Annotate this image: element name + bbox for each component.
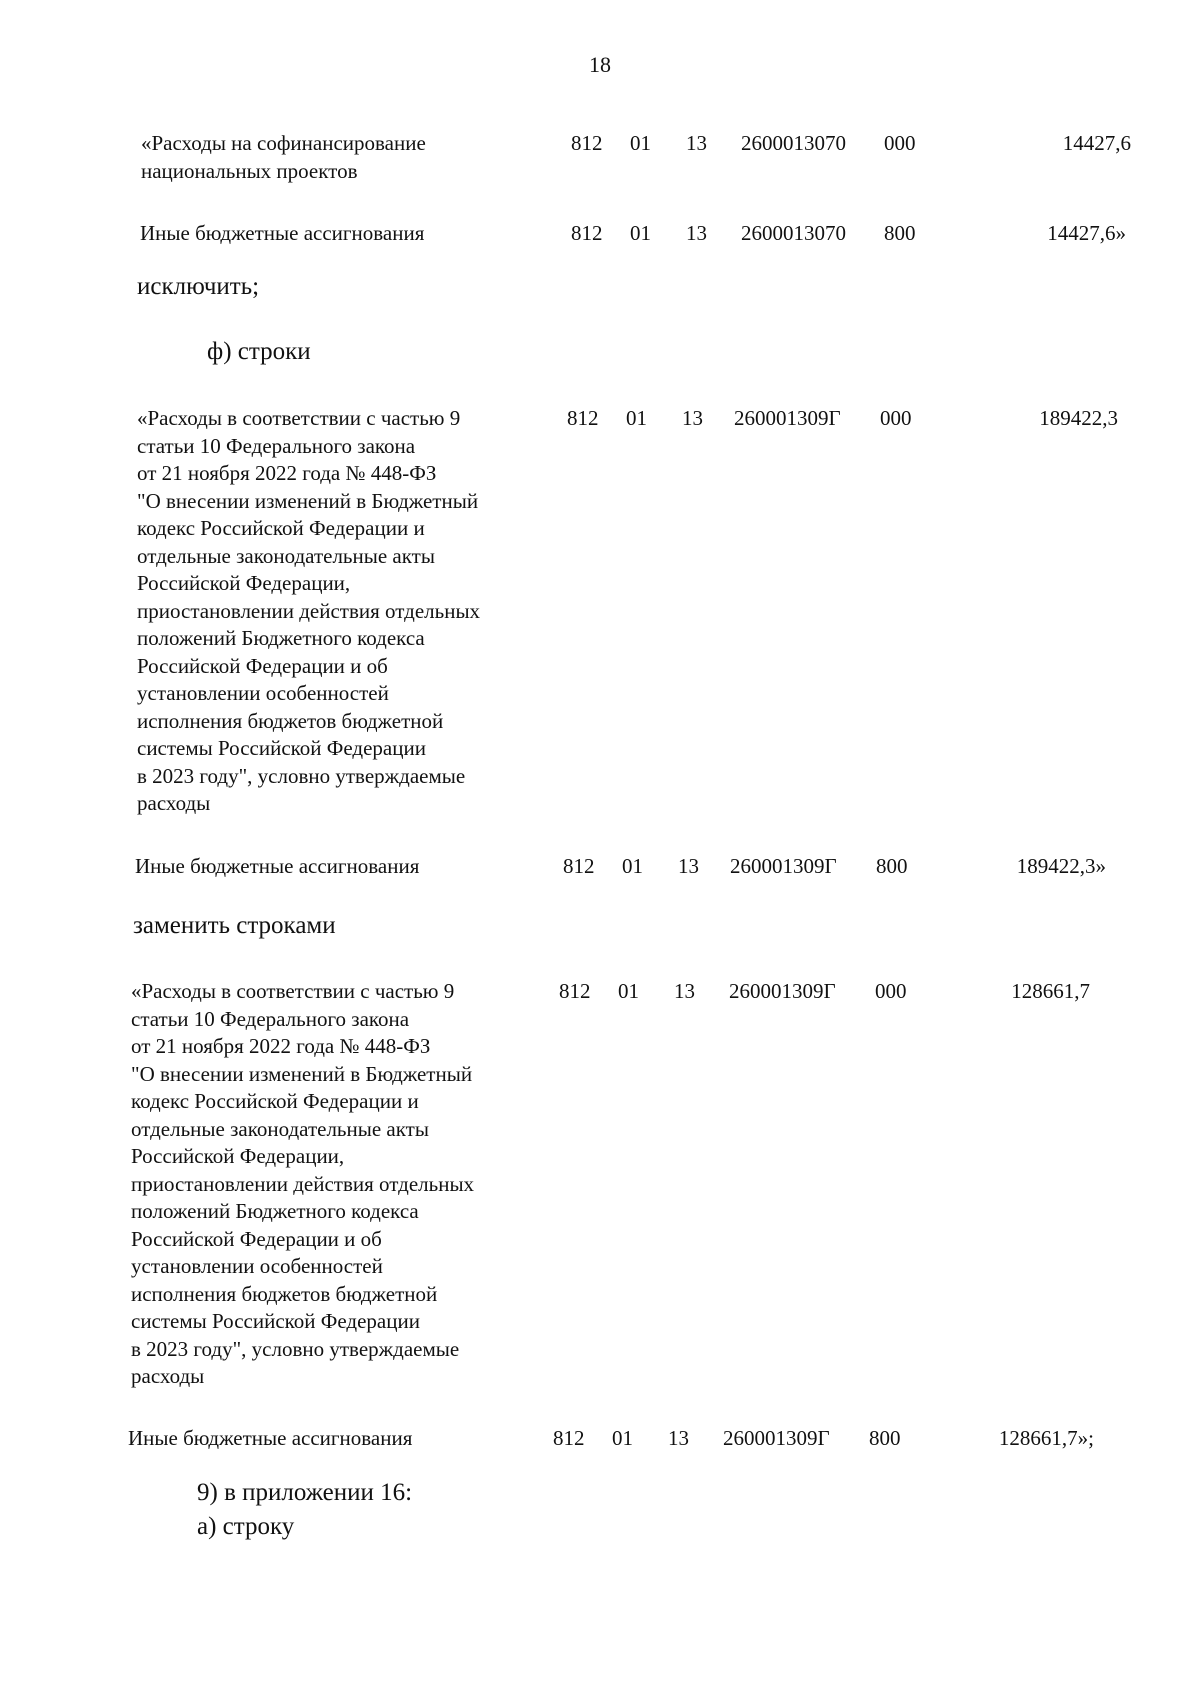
instruction-item-a: а) строку — [197, 1513, 295, 1540]
code-pr: 13 — [682, 406, 703, 430]
code-csr: 260001309Г — [730, 854, 837, 878]
row-description: «Расходы на софинансирование национальных проектов — [141, 131, 426, 183]
code-pr: 13 — [686, 131, 707, 155]
code-csr: 260001309Г — [729, 979, 836, 1003]
code-vr: 000 — [884, 131, 916, 155]
code-rz: 01 — [630, 131, 651, 155]
code-vr: 800 — [876, 854, 908, 878]
row-description: Иные бюджетные ассигнования — [140, 221, 425, 245]
row-amount: 14427,6 — [1062, 131, 1131, 155]
code-gr: 812 — [571, 221, 603, 245]
row-description: Иные бюджетные ассигнования — [128, 1426, 413, 1450]
code-pr: 13 — [668, 1426, 689, 1450]
code-vr: 000 — [880, 406, 912, 430]
code-gr: 812 — [553, 1426, 585, 1450]
row-amount: 128661,7 — [1011, 979, 1090, 1003]
row-description: Иные бюджетные ассигнования — [135, 854, 420, 878]
page-number: 18 — [589, 52, 611, 77]
code-csr: 2600013070 — [741, 131, 846, 155]
code-gr: 812 — [567, 406, 599, 430]
code-gr: 812 — [563, 854, 595, 878]
code-csr: 260001309Г — [723, 1426, 830, 1450]
row-amount: 189422,3 — [1039, 406, 1118, 430]
code-csr: 2600013070 — [741, 221, 846, 245]
row-description: «Расходы в соответствии с частью 9 статьи 10 Федерального закона от 21 ноября 2022 года № 448-ФЗ "О внесении изменений в Бюджетный кодекс Российской Федерации и отдельные законодательные акты Российской Федерации, приостановлении действия отдельных положений Бюджетного кодекса Российской Федерации и об установлении особенностей исполнения бюджетов бюджетной системы Российской Федерации в 2023 году", условно утверждаемые расходы — [131, 979, 475, 1388]
row-description: «Расходы в соответствии с частью 9 статьи 10 Федерального закона от 21 ноября 2022 года № 448-ФЗ "О внесении изменений в Бюджетный кодекс Российской Федерации и отдельные законодательные акты Российской Федерации, приостановлении действия отдельных положений Бюджетного кодекса Российской Федерации и об установлении особенностей исполнения бюджетов бюджетной системы Российской Федерации в 2023 году", условно утверждаемые расходы — [137, 406, 481, 815]
instruction-item-f: ф) строки — [207, 338, 311, 365]
code-vr: 000 — [875, 979, 907, 1003]
row-amount: 14427,6» — [1047, 221, 1126, 245]
code-rz: 01 — [612, 1426, 633, 1450]
code-vr: 800 — [884, 221, 916, 245]
instruction-replace: заменить строками — [133, 912, 336, 939]
code-pr: 13 — [674, 979, 695, 1003]
code-rz: 01 — [618, 979, 639, 1003]
instruction-exclude: исключить; — [137, 273, 260, 300]
row-amount: 128661,7»; — [998, 1426, 1094, 1450]
code-csr: 260001309Г — [734, 406, 841, 430]
code-rz: 01 — [626, 406, 647, 430]
code-gr: 812 — [559, 979, 591, 1003]
code-rz: 01 — [630, 221, 651, 245]
code-rz: 01 — [622, 854, 643, 878]
code-vr: 800 — [869, 1426, 901, 1450]
row-amount: 189422,3» — [1016, 854, 1106, 878]
code-pr: 13 — [678, 854, 699, 878]
code-pr: 13 — [686, 221, 707, 245]
instruction-item-9: 9) в приложении 16: — [197, 1479, 413, 1506]
code-gr: 812 — [571, 131, 603, 155]
